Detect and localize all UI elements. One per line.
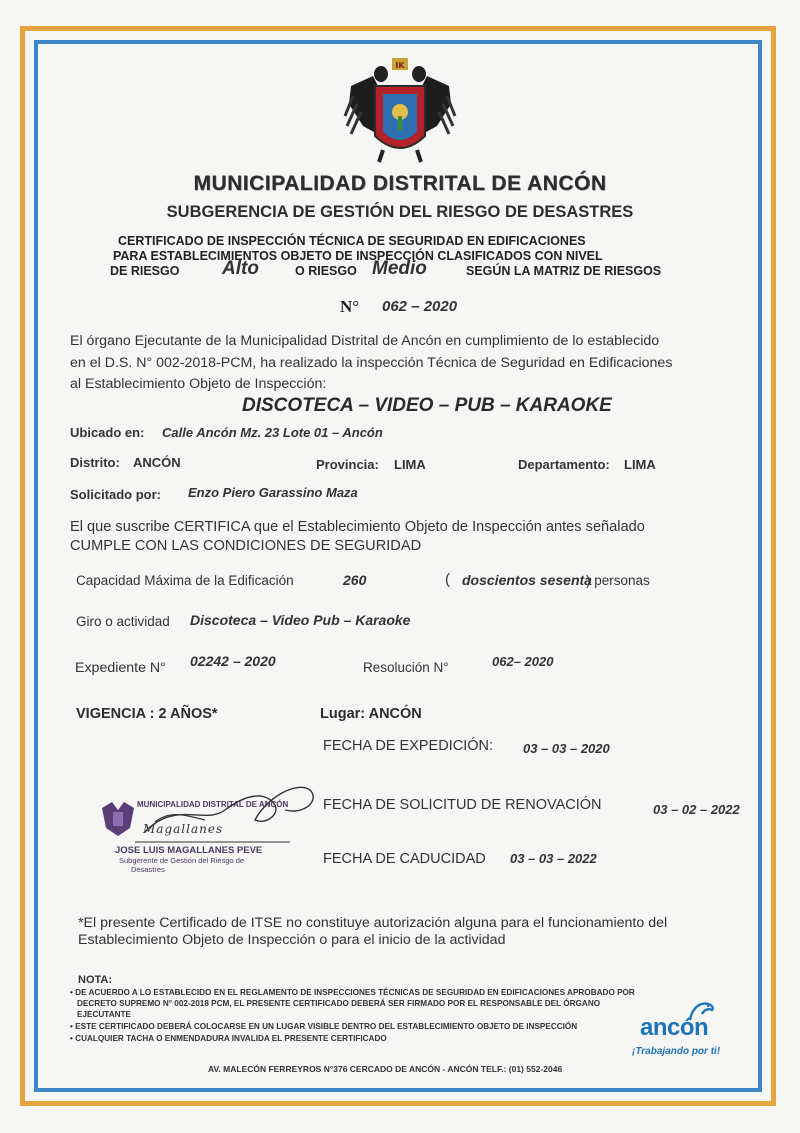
notes-title: NOTA: [78,974,113,986]
note-1a-text: DE ACUERDO A LO ESTABLECIDO EN EL REGLAMENTO DE INSPECCIONES TÉCNICAS DE SEGURIDAD EN EDIFICACIONES APROBADO POR [75,988,635,997]
cert-title-line3-a: DE RIESGO [110,264,180,278]
footer-address: AV. MALECÓN FERREYROS N°376 CERCADO DE ANCÓN - ANCÓN TELF.: (01) 552-2046 [208,1064,563,1074]
intro-line2: en el D.S. N° 002-2018-PCM, ha realizado la inspección Técnica de Seguridad en Edificaciones [70,355,673,371]
validity: VIGENCIA : 2 AÑOS* [76,706,218,722]
requester-label: Solicitado por: [70,487,161,502]
capacity-value: 260 [343,572,367,588]
logo-slogan: ¡Trabajando por ti! [632,1046,721,1057]
signature-scribble-icon [115,770,325,850]
cert-title-line3-b: O RIESGO [295,264,357,278]
disclaimer-line2: Establecimiento Objeto de Inspección o para el inicio de la actividad [78,932,506,948]
certify-line2: CUMPLE CON LAS CONDICIONES DE SEGURIDAD [70,538,422,554]
renewal-date-value: 03 – 02 – 2022 [653,802,740,817]
stamp-role1: Subgerente de Gestión del Riesgo de [119,856,245,865]
capacity-close: ) personas [586,573,650,588]
cert-title-line2: PARA ESTABLECIMIENTOS OBJETO DE INSPECCIÓN CLASIFICADOS CON NIVEL [113,249,603,263]
resolution-label: Resolución N° [363,660,449,675]
issue-date-value: 03 – 03 – 2020 [523,741,610,756]
renewal-date-label: FECHA DE SOLICITUD DE RENOVACIÓN [323,797,602,813]
resolution-value: 062– 2020 [492,654,554,669]
number-label: N° [340,297,360,316]
note-1a: • DE ACUERDO A LO ESTABLECIDO EN EL REGLAMENTO DE INSPECCIONES TÉCNICAS DE SEGURIDAD EN EDIFICACIONES APROBADO POR [70,988,635,997]
risk-high: Alto [222,258,259,279]
intro-line3: al Establecimiento Objeto de Inspección: [70,376,327,392]
capacity-words: doscientos sesenta [462,572,592,588]
signature-stamp [95,770,325,880]
coat-of-arms-icon [343,56,457,166]
file-value: 02242 – 2020 [190,653,276,669]
note-2-text: ESTE CERTIFICADO DEBERÁ COLOCARSE EN UN LUGAR VISIBLE DENTRO DEL ESTABLECIMIENTO OBJETO DE INSPECCIÓN [75,1022,578,1031]
capacity-label: Capacidad Máxima de la Edificación [76,573,294,588]
district-label: Distrito: [70,455,120,470]
certify-line1: El que suscribe CERTIFICA que el Establecimiento Objeto de Inspección antes señalado [70,519,645,535]
expiry-date-label: FECHA DE CADUCIDAD [323,851,486,867]
province-value: LIMA [394,457,426,472]
note-3-text: CUALQUIER TACHA O ENMENDADURA INVALIDA EL PRESENTE CERTIFICADO [75,1034,387,1043]
file-label: Expediente N° [75,660,166,676]
stamp-role2: Desastres [131,865,165,874]
district-value: ANCÓN [133,455,181,470]
handwritten-signature: Magallanes [143,822,224,836]
cert-title-line1: CERTIFICADO DE INSPECCIÓN TÉCNICA DE SEGURIDAD EN EDIFICACIONES [118,234,586,248]
location-value: Calle Ancón Mz. 23 Lote 01 – Ancón [162,425,383,440]
stamp-name: JOSE LUIS MAGALLANES PEVE [115,845,263,856]
certificate-number: 062 – 2020 [382,298,458,315]
establishment-name: DISCOTECA – VIDEO – PUB – KARAOKE [242,395,612,416]
disclaimer-line1: *El presente Certificado de ITSE no constituye autorización alguna para el funcionamiento del [78,915,668,931]
activity-value: Discoteca – Video Pub – Karaoke [190,612,411,628]
requester-value: Enzo Piero Garassino Maza [188,485,358,500]
cert-title-line3-c: SEGÚN LA MATRIZ DE RIESGOS [466,264,662,278]
department-value: LIMA [624,457,656,472]
ancon-logo: ancón [640,1014,709,1041]
note-2: • ESTE CERTIFICADO DEBERÁ COLOCARSE EN UN LUGAR VISIBLE DENTRO DEL ESTABLECIMIENTO OBJETO DE INSPECCIÓN [70,1022,578,1031]
location-label: Ubicado en: [70,425,145,440]
subdivision-title: SUBGERENCIA DE GESTIÓN DEL RIESGO DE DESASTRES [166,203,634,221]
place: Lugar: ANCÓN [320,706,422,722]
note-1b: DECRETO SUPREMO N° 002-2018 PCM, EL PRESENTE CERTIFICADO DEBERÁ SER FIRMADO POR EL RESPONSABLE DEL ÓRGANO [77,999,601,1008]
risk-medium: Medio [372,258,427,279]
capacity-open-paren: ( [445,571,450,588]
issue-date-label: FECHA DE EXPEDICIÓN: [323,738,494,754]
intro-line1: El órgano Ejecutante de la Municipalidad Distrital de Ancón en cumplimiento de lo establecido [70,333,660,349]
municipality-title: MUNICIPALIDAD DISTRITAL DE ANCÓN [193,172,607,195]
department-label: Departamento: [518,457,610,472]
activity-label: Giro o actividad [76,614,170,629]
province-label: Provincia: [316,457,379,472]
note-1c: EJECUTANTE [77,1010,131,1019]
stamp-org: MUNICIPALIDAD DISTRITAL DE ANCÓN [137,800,289,809]
note-3: • CUALQUIER TACHA O ENMENDADURA INVALIDA EL PRESENTE CERTIFICADO [70,1034,387,1043]
svg-text:IK: IK [395,61,405,70]
expiry-date-value: 03 – 03 – 2022 [510,851,597,866]
